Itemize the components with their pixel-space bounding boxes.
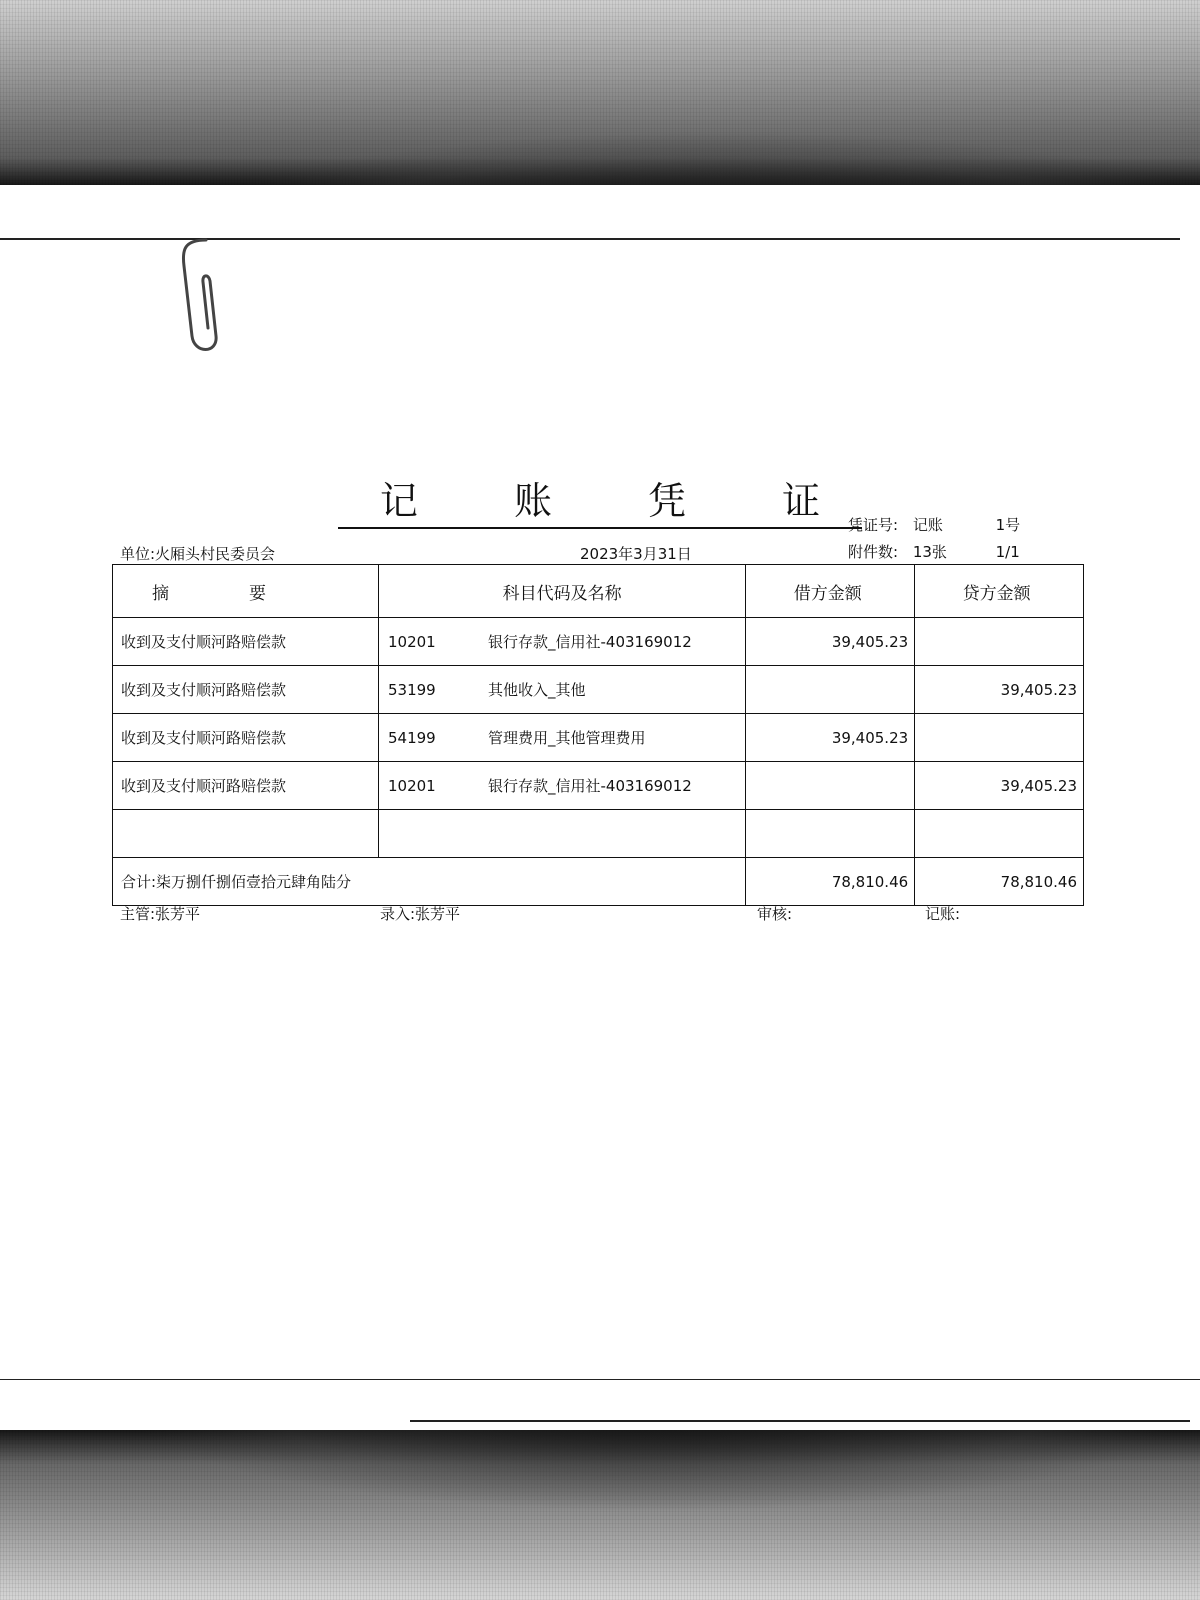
account-name: 其他收入_其他 — [488, 681, 586, 699]
row-credit — [915, 618, 1084, 666]
header-credit: 贷方金额 — [915, 565, 1084, 618]
row-account — [379, 666, 746, 714]
account-name: 管理费用_其他管理费用 — [488, 729, 646, 747]
row-credit: 39,405.23 — [915, 762, 1084, 810]
ledger-table — [112, 564, 1084, 906]
header-account: 科目代码及名称 — [379, 565, 746, 618]
table-header-row — [113, 565, 1084, 618]
row-debit: 39,405.23 — [746, 714, 915, 762]
header-summary: 摘要 — [113, 565, 379, 618]
total-row — [113, 858, 1084, 906]
total-credit: 78,810.46 — [915, 858, 1084, 906]
scan-line — [0, 1379, 1200, 1380]
row-credit: 39,405.23 — [915, 666, 1084, 714]
account-code: 10201 — [388, 777, 436, 795]
voucher-title: 记 账 凭 证 — [0, 470, 1200, 529]
account-code: 10201 — [388, 633, 436, 651]
paperclip-icon — [178, 236, 228, 358]
table-row — [113, 714, 1084, 762]
row-account — [379, 762, 746, 810]
row-debit — [746, 810, 915, 858]
account-code: 53199 — [388, 681, 436, 699]
account-name: 银行存款_信用社-403169012 — [488, 777, 692, 795]
row-debit: 39,405.23 — [746, 618, 915, 666]
table-row — [113, 618, 1084, 666]
total-label: 合计:柒万捌仟捌佰壹拾元肆角陆分 — [113, 858, 746, 906]
voucher-date: 2023年3月31日 — [580, 545, 692, 563]
row-summary: 收到及支付顺河路赔偿款 — [113, 666, 379, 714]
row-summary: 收到及支付顺河路赔偿款 — [113, 618, 379, 666]
row-credit — [915, 810, 1084, 858]
review-signature: 审核: — [757, 905, 793, 923]
table-row-empty — [113, 810, 1084, 858]
row-account — [379, 714, 746, 762]
row-summary: 收到及支付顺河路赔偿款 — [113, 714, 379, 762]
row-account — [379, 810, 746, 858]
row-summary — [113, 810, 379, 858]
account-name: 银行存款_信用社-403169012 — [488, 633, 692, 651]
voucher-number: 凭证号: 记账 1号 — [848, 516, 1021, 534]
row-summary: 收到及支付顺河路赔偿款 — [113, 762, 379, 810]
row-account — [379, 618, 746, 666]
table-row — [113, 762, 1084, 810]
total-debit: 78,810.46 — [746, 858, 915, 906]
scan-line — [0, 238, 1180, 240]
table-row — [113, 666, 1084, 714]
attachment-count: 附件数: 13张 1/1 — [848, 543, 1020, 561]
scan-line — [410, 1420, 1190, 1422]
row-debit — [746, 762, 915, 810]
account-code: 54199 — [388, 729, 436, 747]
supervisor-signature: 主管:张芳平 — [120, 905, 201, 923]
unit-name: 单位:火厢头村民委员会 — [120, 545, 276, 563]
bookkeeping-signature: 记账: — [925, 905, 961, 923]
scan-noise-bottom — [0, 1430, 1200, 1600]
scan-noise-top — [0, 0, 1200, 185]
header-debit: 借方金额 — [746, 565, 915, 618]
entry-signature: 录入:张芳平 — [380, 905, 461, 923]
row-credit — [915, 714, 1084, 762]
row-debit — [746, 666, 915, 714]
